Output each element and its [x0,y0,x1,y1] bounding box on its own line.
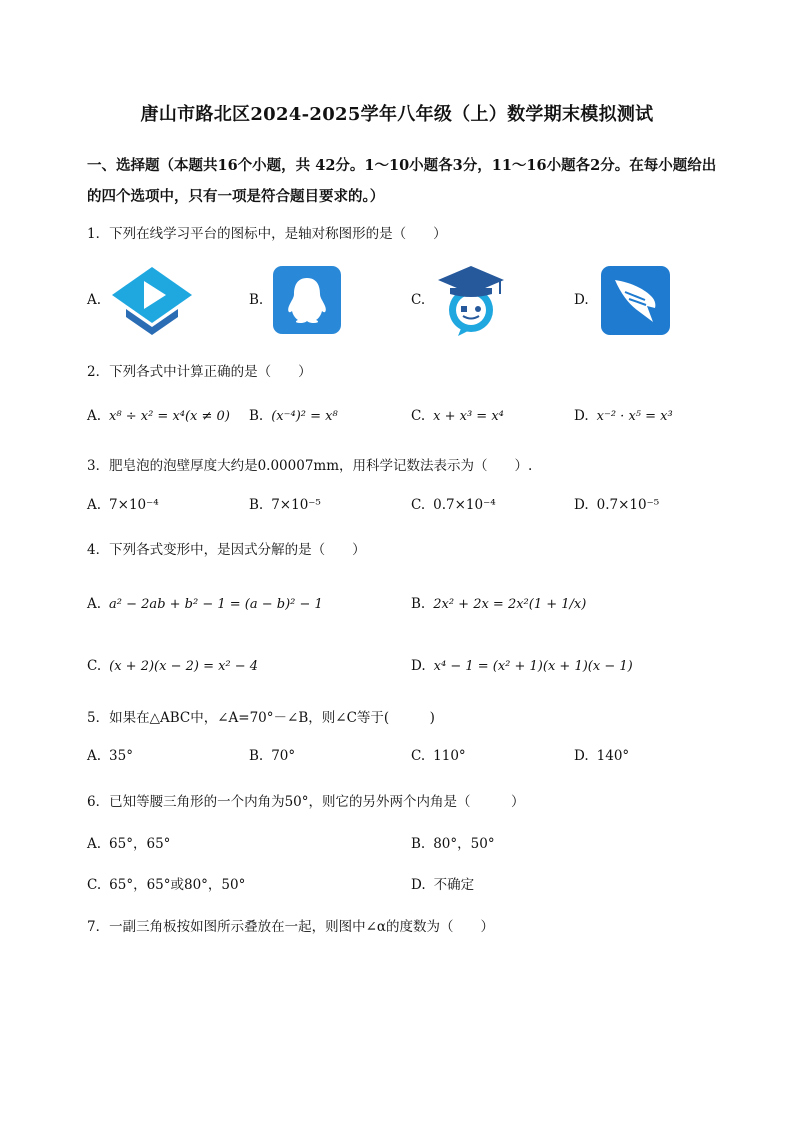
question-2-stem: 2．下列各式中计算正确的是（ ） [87,364,312,380]
question-3-stem: 3．肥皂泡的泡壁厚度大约是0.00007mm，用科学记数法表示为（ ）. [87,458,533,474]
q1-option-b[interactable] [249,292,271,308]
q2-option-a[interactable]: A. x⁸ ÷ x² = x⁴(x ≠ 0) [87,408,230,424]
q2-option-b[interactable]: B. (x⁻⁴)² = x⁸ [249,408,338,424]
q6-option-c-text: 65°，65°或80°，50° [109,877,246,893]
question-4-stem: 4．下列各式变形中，是因式分解的是（ ） [87,542,366,558]
option-label: D. [574,292,589,308]
penguin-icon [273,266,341,338]
q3-option-a[interactable]: A. 7×10⁻⁴ [87,497,159,513]
q2-option-d[interactable]: D. x⁻² · x⁵ = x³ [574,408,673,424]
q5-option-d-text: 140° [596,748,630,764]
q2-option-a-text: x⁸ ÷ x² = x⁴(x ≠ 0) [109,409,230,424]
page-title: 唐山市路北区2024-2025学年八年级（上）数学期末模拟测试 [140,104,654,125]
graduation-cap-chat-icon [436,264,506,342]
question-1-stem: 1．下列在线学习平台的图标中，是轴对称图形的是（ ） [87,226,447,242]
q5-option-a-text: 35° [109,748,133,764]
q3-option-d[interactable]: D. 0.7×10⁻⁵ [574,497,660,513]
q3-option-c-text: 0.7×10⁻⁴ [433,497,496,513]
q3-option-b-text: 7×10⁻⁵ [271,497,321,513]
q1-option-d[interactable] [574,292,597,308]
q5-option-b-text: 70° [271,748,296,764]
q2-option-d-text: x⁻² · x⁵ = x³ [596,409,673,424]
q4-option-a-text: a² − 2ab + b² − 1 = (a − b)² − 1 [109,597,323,612]
q6-option-b-text: 80°，50° [433,836,495,852]
q2-option-b-text: (x⁻⁴)² = x⁸ [271,409,338,424]
q2-option-c-text: x + x³ = x⁴ [433,409,504,424]
q4-option-b-text: 2x² + 2x = 2x²(1 + 1/x) [433,597,587,612]
section-heading: 一、选择题（本题共16个小题，共 42分。1～10小题各3分，11～16小题各2分。在每小题给出的四个选项中，只有一项是符合题目要求的。） [87,157,717,205]
q6-option-a-text: 65°，65° [109,836,171,852]
q6-option-c[interactable]: C. 65°，65°或80°，50° [87,877,246,893]
question-6-stem: 6．已知等腰三角形的一个内角为50°，则它的另外两个内角是（ ） [87,794,525,810]
q3-option-c[interactable]: C. 0.7×10⁻⁴ [411,497,496,513]
question-7-stem: 7．一副三角板按如图所示叠放在一起，则图中∠α的度数为（ ） [87,919,495,935]
q3-option-d-text: 0.7×10⁻⁵ [596,497,660,513]
q5-option-c[interactable]: C. 110° [411,748,466,764]
q3-option-b[interactable]: B. 7×10⁻⁵ [249,497,321,513]
q6-option-d[interactable]: D. 不确定 [411,877,475,893]
q1-option-c[interactable] [411,292,433,308]
wing-icon [601,266,670,339]
q1-option-a[interactable] [87,292,109,308]
q4-option-a[interactable]: A. a² − 2ab + b² − 1 = (a − b)² − 1 [87,596,323,612]
q6-option-a[interactable]: A. 65°，65° [87,836,171,852]
q4-option-c-text: (x + 2)(x − 2) = x² − 4 [109,659,259,674]
q6-option-d-text: 不确定 [433,877,475,893]
q3-option-a-text: 7×10⁻⁴ [109,497,159,513]
play-button-icon [110,265,194,341]
q5-option-c-text: 110° [433,748,466,764]
option-label: A. [87,292,102,308]
q4-option-d[interactable]: D. x⁴ − 1 = (x² + 1)(x + 1)(x − 1) [411,658,633,674]
q5-option-a[interactable]: A. 35° [87,748,133,764]
option-label: C. [411,292,426,308]
q2-option-c[interactable]: C. x + x³ = x⁴ [411,408,504,424]
option-label: B. [249,292,264,308]
q4-option-d-text: x⁴ − 1 = (x² + 1)(x + 1)(x − 1) [433,659,633,674]
q5-option-b[interactable]: B. 70° [249,748,296,764]
q4-option-b[interactable]: B. 2x² + 2x = 2x²(1 + 1/x) [411,596,587,612]
q5-option-d[interactable]: D. 140° [574,748,630,764]
q4-option-c[interactable]: C. (x + 2)(x − 2) = x² − 4 [87,658,259,674]
q6-option-b[interactable]: B. 80°，50° [411,836,495,852]
question-5-stem: 5．如果在△ABC中，∠A=70°－∠B，则∠C等于( ) [87,710,435,726]
